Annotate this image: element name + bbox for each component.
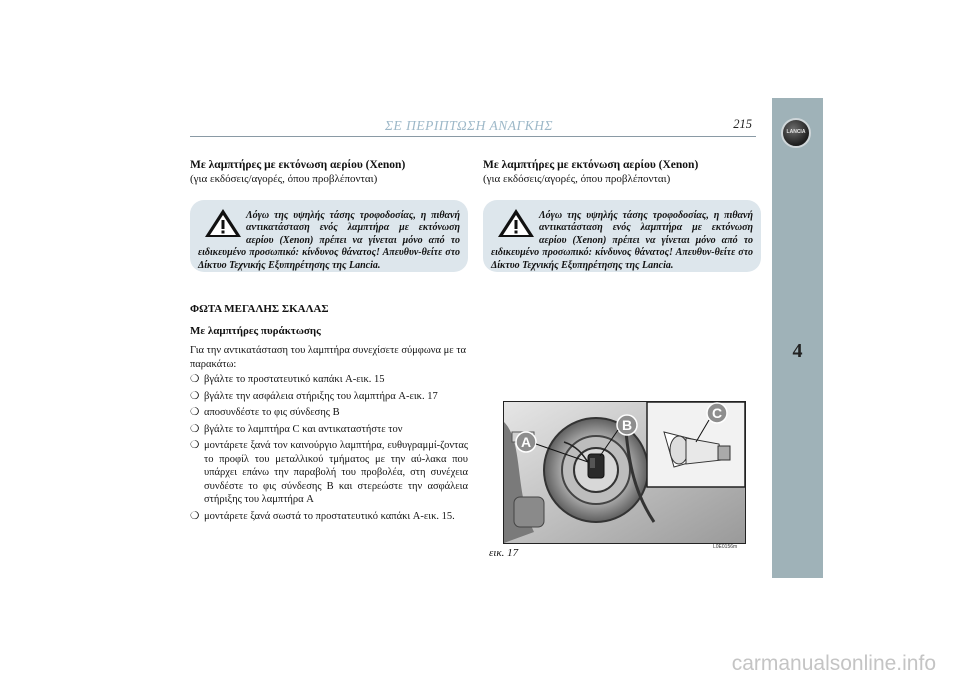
list-item: [190, 423, 468, 437]
step-text: αποσυνδέστε το φις σύνδεσης B: [204, 407, 340, 418]
bullet-icon: ❍: [190, 374, 200, 385]
label-b: B: [621, 417, 633, 433]
header-rule: [190, 136, 756, 137]
list-item: [190, 439, 468, 507]
step-text: βγάλτε το λαμπτήρα C και αντικαταστήστε τον: [204, 423, 403, 435]
list-item: [190, 406, 468, 420]
xenon-subheading: (για εκδόσεις/αγορές, όπου προβλέπονται): [483, 173, 671, 185]
figure-code: L0E0156m: [713, 544, 738, 550]
bullet-icon: ❍: [190, 423, 200, 435]
warning-text: Λόγω της υψηλής τάσης τροφοδοσίας, η πιθανή αντικατάσταση ενός λαμπτήρα με εκτόνωση αερίου (Xenon) πρέπει να γίνεται μόνο από το ειδικευμένο προσωπικό: κίνδυνος θάνατος! Απευθυν-θείτε στο Δίκτυο Τεχνικής Εξυπηρέτησης της Lancia.: [198, 210, 460, 271]
chapter-title: ΣΕ ΠΕΡΙΠΤΩΣΗ ΑΝΑΓΚΗΣ: [385, 118, 554, 133]
xenon-subheading: (για εκδόσεις/αγορές, όπου προβλέπονται): [190, 173, 378, 185]
warning-box: [483, 200, 761, 272]
step-text: βγάλτε το προστατευτικό καπάκι A-εικ. 15: [204, 374, 385, 385]
label-c: C: [711, 405, 723, 421]
warning-box: [190, 200, 468, 272]
watermark: carmanualsonline.info: [731, 652, 936, 675]
bullet-icon: ❍: [190, 407, 200, 418]
step-text: βγάλτε την ασφάλεια στήριξης του λαμπτήρα A-εικ. 17: [204, 390, 438, 402]
logo-text: LANCIA: [786, 129, 806, 135]
label-a: A: [520, 434, 532, 450]
chapter-number: 4: [792, 340, 803, 362]
chapter-sidebar: [772, 98, 823, 578]
warning-triangle-icon: [497, 208, 535, 238]
right-column: [483, 158, 761, 272]
headlamp-figure: [503, 401, 746, 544]
bullet-icon: ❍: [190, 510, 200, 522]
list-item: [190, 373, 468, 387]
xenon-heading: Με λαμπτήρες με εκτόνωση αερίου (Xenon): [190, 159, 406, 171]
bullet-icon: ❍: [190, 440, 200, 451]
headlamp-illustration: [504, 402, 745, 543]
sub-heading: Με λαμπτήρες πυράκτωσης: [190, 325, 321, 337]
list-item: [190, 510, 468, 524]
figure-caption: εικ. 17: [489, 547, 519, 559]
lancia-logo-icon: [781, 118, 811, 148]
section-heading: ΦΩΤΑ ΜΕΓΑΛΗΣ ΣΚΑΛΑΣ: [190, 303, 329, 315]
warning-triangle-icon: [204, 208, 242, 238]
left-column: [190, 158, 468, 526]
bullet-icon: ❍: [190, 390, 200, 402]
step-text: μοντάρετε ξανά σωστά το προστατευτικό καπάκι A-εικ. 15.: [204, 510, 455, 522]
xenon-heading: Με λαμπτήρες με εκτόνωση αερίου (Xenon): [483, 159, 699, 171]
steps-list: [190, 373, 468, 523]
page-number: 215: [733, 117, 752, 131]
list-item: [190, 390, 468, 404]
page-header: [190, 114, 756, 136]
warning-text: Λόγω της υψηλής τάσης τροφοδοσίας, η πιθανή αντικατάσταση ενός λαμπτήρα με εκτόνωση αερίου (Xenon) πρέπει να γίνεται μόνο από το ειδικευμένο προσωπικό: κίνδυνος θάνατος! Απευθυν-θείτε στο Δίκτυο Τεχνικής Εξυπηρέτησης της Lancia.: [491, 210, 753, 271]
step-text: μοντάρετε ξανά τον καινούργιο λαμπτήρα, ευθυγραμμί-ζοντας το προφίλ του μεταλλικού τμήματος με την αύ-λακα που υπάρχει επάνω την παραβολή του προβολέα, στη συνέχεια συνδέστε το φις σύνδεσης B και στερεώστε την ασφάλεια στήριξης του λαμπτήρα A: [204, 440, 468, 505]
intro-paragraph: Για την αντικατάσταση του λαμπτήρα συνεχίσετε σύμφωνα με τα παρακάτω:: [190, 345, 467, 370]
